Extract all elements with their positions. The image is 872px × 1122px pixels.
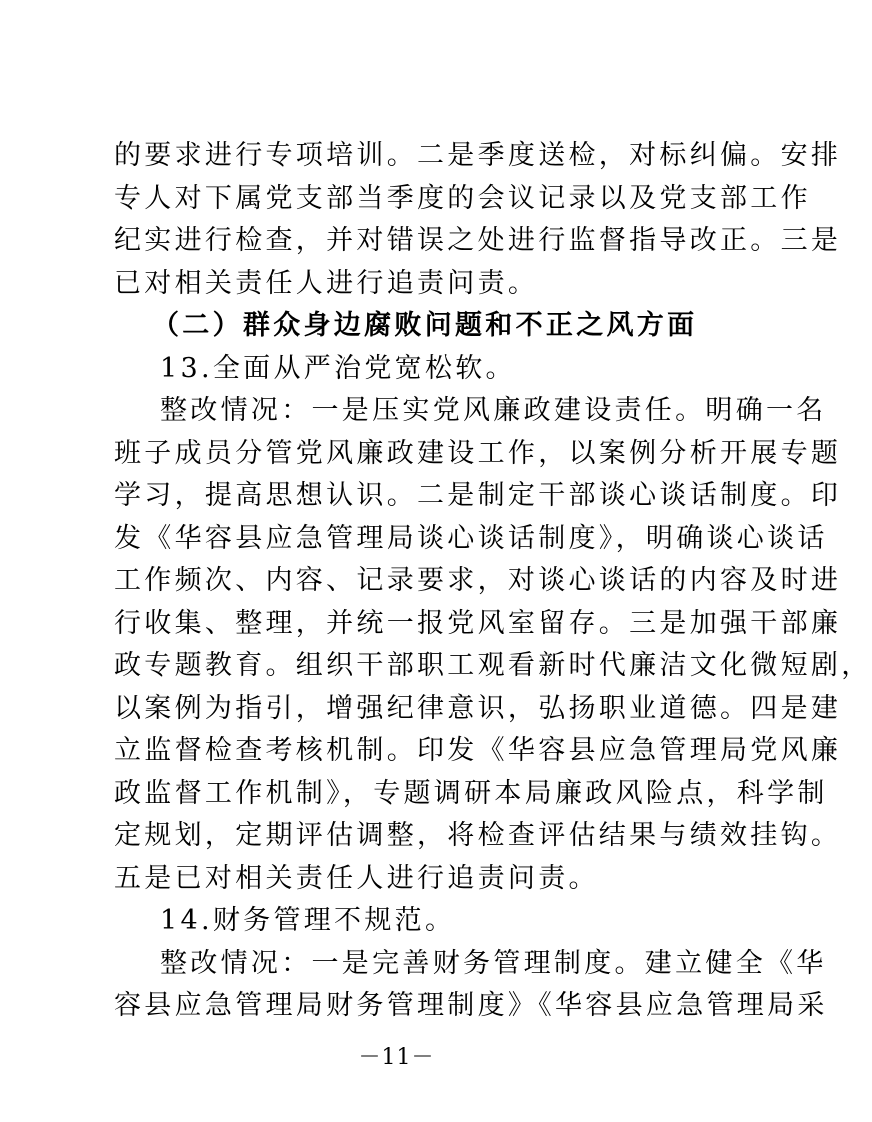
text-line: 容县应急管理局财务管理制度》《华容县应急管理局采 [114,990,828,1021]
text-line: 学习，提高思想认识。二是制定干部谈心谈话制度。印 [114,480,842,511]
text-line: 政专题教育。组织干部职工观看新时代廉洁文化微短剧， [114,650,872,681]
item-title: 14.财务管理不规范。 [160,905,456,936]
paragraph-start-line: 整改情况：一是完善财务管理制度。建立健全《华 [160,947,827,979]
text-line: 专人对下属党支部当季度的会议记录以及党支部工作 [114,182,811,214]
text-line: 纪实进行检查，并对错误之处进行监督指导改正。三是 [114,225,842,256]
text-line: 以案例为指引，增强纪律意识，弘扬职业道德。四是建 [114,692,842,724]
item-title: 13.全面从严治党宽松软。 [160,352,516,384]
text-line: 已对相关责任人进行追责问责。 [114,267,539,299]
text-line: 政监督工作机制》，专题调研本局廉政风险点，科学制 [114,777,828,809]
paragraph-start-line: 整改情况：一是压实党风廉政建设责任。明确一名 [160,395,827,426]
text-line: 行收集、整理，并统一报党风室留存。三是加强干部廉 [114,607,842,639]
text-line: 工作频次、内容、记录要求，对谈心谈话的内容及时进 [114,565,842,596]
text-line: 班子成员分管党风廉政建设工作，以案例分析开展专题 [114,437,842,469]
text-line: 发《华容县应急管理局谈心谈话制度》，明确谈心谈话 [114,522,828,554]
text-line: 立监督检查考核机制。印发《华容县应急管理局党风廉 [114,735,842,766]
section-heading: （二）群众身边腐败问题和不正之风方面 [152,310,698,341]
text-line: 五是已对相关责任人进行追责问责。 [114,862,599,894]
text-line: 的要求进行专项培训。二是季度送检，对标纠偏。安排 [114,140,842,171]
page-number: －11－ [358,1045,435,1070]
text-line: 定规划，定期评估调整，将检查评估结果与绩效挂钩。 [114,820,842,851]
